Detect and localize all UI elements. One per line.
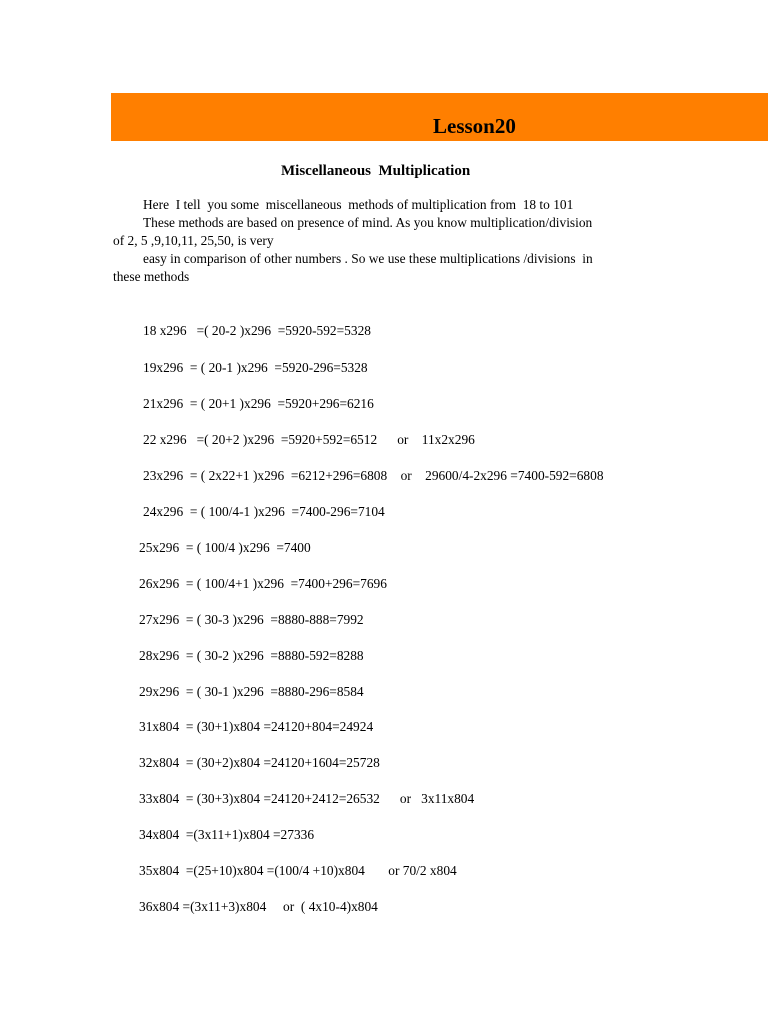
equation-line: 22 x296 =( 20+2 )x296 =5920+592=6512 or 11x2x296 bbox=[143, 432, 475, 447]
equation-line: 36x804 =(3x11+3)x804 or ( 4x10-4)x804 bbox=[139, 899, 378, 914]
equation-line: 31x804 = (30+1)x804 =24120+804=24924 bbox=[139, 719, 374, 734]
equation-line: 19x296 = ( 20-1 )x296 =5920-296=5328 bbox=[143, 360, 368, 375]
equation-line: 29x296 = ( 30-1 )x296 =8880-296=8584 bbox=[139, 684, 364, 699]
lesson-title: Lesson20 bbox=[433, 114, 516, 138]
intro-line: of 2, 5 ,9,10,11, 25,50, is very bbox=[113, 233, 274, 248]
equation-line: 33x804 = (30+3)x804 =24120+2412=26532 or 3x11x804 bbox=[139, 791, 475, 806]
equation-line: 32x804 = (30+2)x804 =24120+1604=25728 bbox=[139, 755, 380, 770]
equation-line: 35x804 =(25+10)x804 =(100/4 +10)x804 or 70/2 x804 bbox=[139, 863, 457, 878]
equation-line: 18 x296 =( 20-2 )x296 =5920-592=5328 bbox=[143, 323, 371, 338]
intro-line: These methods are based on presence of mind. As you know multiplication/division bbox=[143, 215, 593, 230]
equation-line: 25x296 = ( 100/4 )x296 =7400 bbox=[139, 540, 311, 555]
equation-line: 23x296 = ( 2x22+1 )x296 =6212+296=6808 or 29600/4-2x296 =7400-592=6808 bbox=[143, 468, 604, 483]
intro-line: easy in comparison of other numbers . So we use these multiplications /divisions in bbox=[143, 251, 593, 266]
equation-line: 28x296 = ( 30-2 )x296 =8880-592=8288 bbox=[139, 648, 364, 663]
equation-line: 24x296 = ( 100/4-1 )x296 =7400-296=7104 bbox=[143, 504, 385, 519]
intro-line: Here I tell you some miscellaneous methods of multiplication from 18 to 101 bbox=[143, 197, 574, 212]
equation-line: 21x296 = ( 20+1 )x296 =5920+296=6216 bbox=[143, 396, 374, 411]
equation-line: 34x804 =(3x11+1)x804 =27336 bbox=[139, 827, 315, 842]
equation-line: 27x296 = ( 30-3 )x296 =8880-888=7992 bbox=[139, 612, 364, 627]
intro-line: these methods bbox=[113, 269, 190, 284]
equation-line: 26x296 = ( 100/4+1 )x296 =7400+296=7696 bbox=[139, 576, 387, 591]
section-subtitle: Miscellaneous Multiplication bbox=[281, 163, 471, 179]
